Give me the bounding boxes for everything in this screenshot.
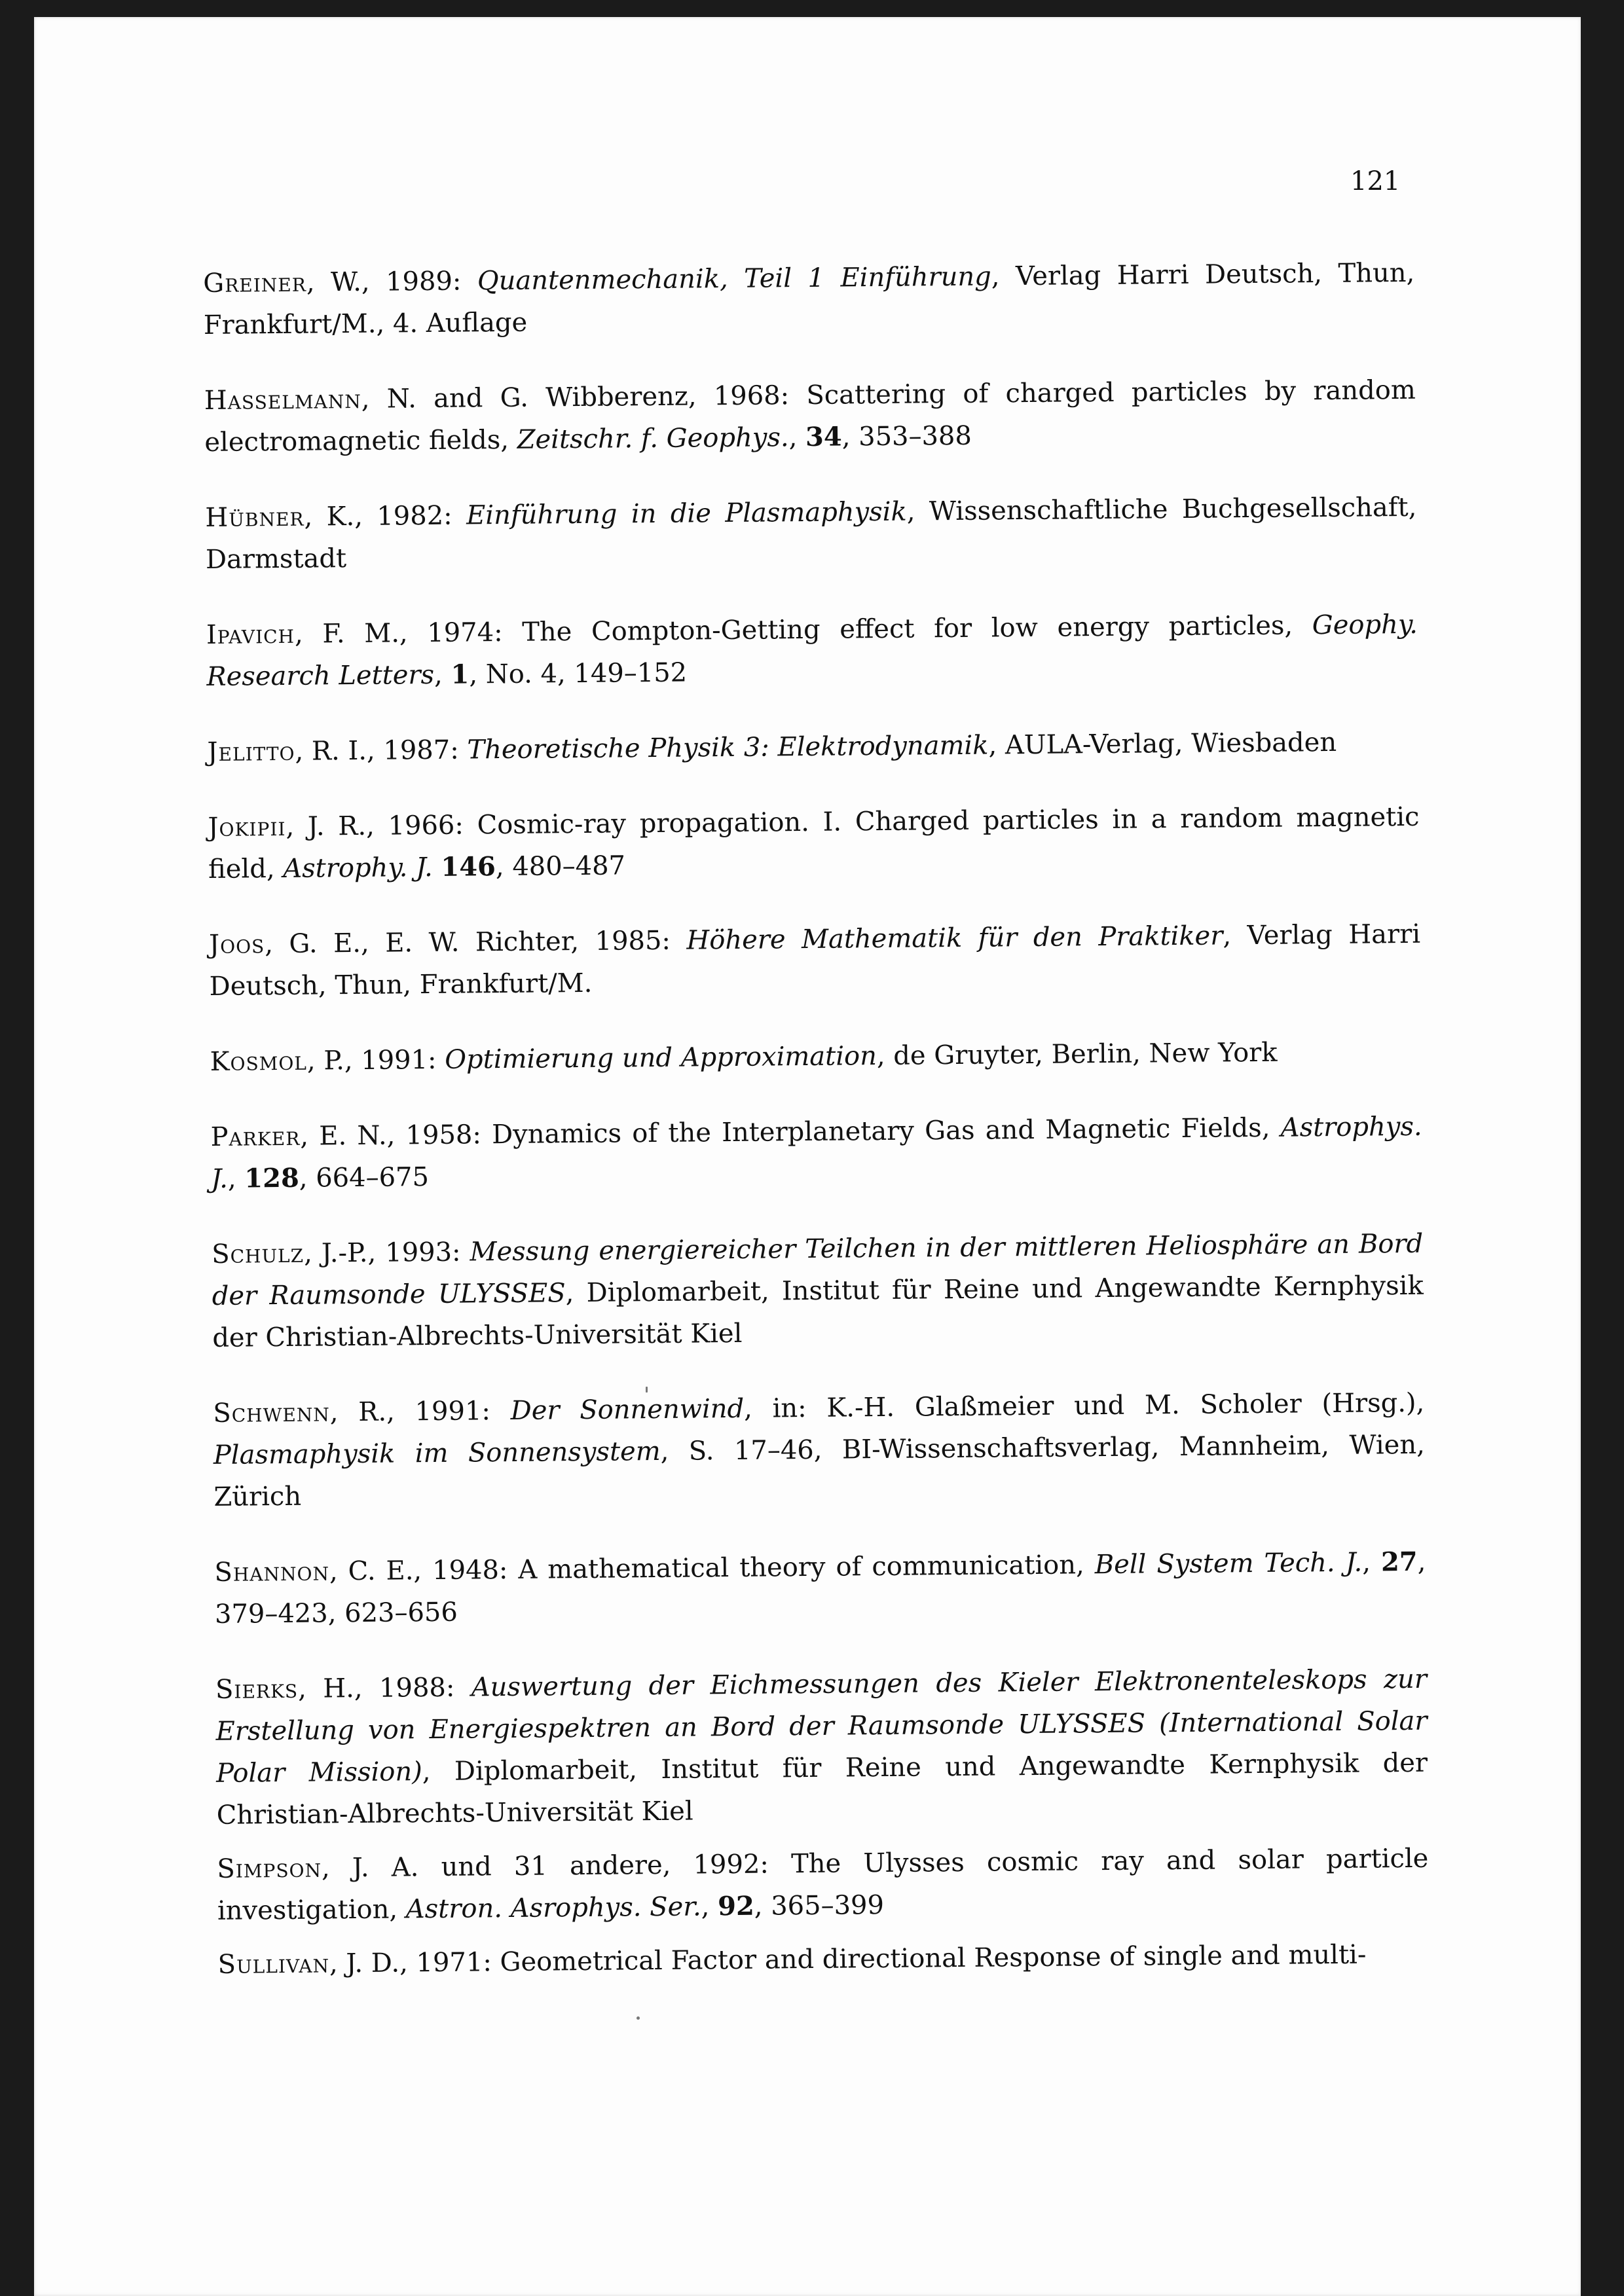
- work-title: Quantenmechanik, Teil 1 Einführung: [477, 261, 991, 297]
- work-title: Einführung in die Plasmaphysik: [466, 496, 907, 531]
- author: Hübner: [205, 501, 304, 533]
- reference-huebner: Hübner, K., 1982: Einführung in die Plasmaphysik, Wissenschaftliche Buchgesellschaft, Darmstadt: [205, 492, 1417, 575]
- author: Parker: [210, 1121, 301, 1152]
- reference-shannon: Shannon, C. E., 1948: A mathematical theory of communication, Bell System Tech. J., 27, 379–423, 623–656: [214, 1546, 1426, 1630]
- work-title: Messung energiereicher Teilchen in der mittleren Heliosphäre an Bord der Raumsonde ULYSSES: [212, 1228, 1424, 1311]
- scan-speck: [646, 1387, 648, 1393]
- reference-joos: Joos, G. E., E. W. Richter, 1985: Höhere Mathematik für den Praktiker, Verlag Harri Deutsch, Thun, Frankfurt/M.: [208, 919, 1421, 1002]
- work-title: Höhere Mathematik für den Praktiker: [686, 920, 1223, 956]
- work-title: Der Sonnenwind: [510, 1393, 745, 1426]
- author: Ipavich: [206, 619, 295, 650]
- reference-schulz: Schulz, J.-P., 1993: Messung energiereicher Teilchen in der mittleren Heliosphäre an Bord der Raumsonde ULYSSES, Diplomarbeit, Institut für Reine und Angewandte Kernphysik der Christian-Albrechts-Universität Kiel: [212, 1228, 1424, 1353]
- reference-sullivan: Sullivan, J. D., 1971: Geometrical Factor and directional Response of single and multi-: [217, 1939, 1367, 1980]
- reference-jelitto: Jelitto, R. I., 1987: Theoretische Physik 3: Elektrodynamik, AULA-Verlag, Wiesbaden: [207, 727, 1337, 767]
- book-title: Plasmaphysik im Sonnensystem: [213, 1436, 661, 1470]
- reference-greiner: Greiner, W., 1989: Quantenmechanik, Teil 1 Einführung, Verlag Harri Deutsch, Thun, Frankfurt/M., 4. Auflage: [203, 257, 1415, 340]
- journal-title: Zeitschr. f. Geophys.: [517, 422, 789, 455]
- reference-kosmol: Kosmol, P., 1991: Optimierung und Approximation, de Gruyter, Berlin, New York: [210, 1037, 1278, 1077]
- author: Kosmol: [210, 1046, 308, 1077]
- volume: 128: [244, 1162, 300, 1194]
- author: Jokipii: [208, 811, 286, 843]
- reference-parker: Parker, E. N., 1958: Dynamics of the Interplanetary Gas and Magnetic Fields, Astrophys. J., 128, 664–675: [210, 1111, 1422, 1194]
- author: Simpson: [217, 1853, 322, 1884]
- reference-sierks: Sierks, H., 1988: Auswertung der Eichmessungen des Kieler Elektronenteleskops zur Erstellung von Energiespektren an Bord der Raumsonde ULYSSES (International Solar Polar Mission), Diplomarbeit, Institut für Reine und Angewandte Kernphysik der Christian-Albrechts-Universität Kiel: [215, 1664, 1428, 1831]
- volume: 34: [805, 421, 842, 452]
- author: Schulz: [212, 1238, 304, 1269]
- author: Joos: [208, 929, 265, 960]
- journal-title: Astrophys. J.: [211, 1111, 1422, 1194]
- journal-title: Bell System Tech. J.: [1094, 1547, 1363, 1580]
- journal-title: Astron. Asrophys. Ser.: [405, 1891, 701, 1925]
- scan-speck: [637, 2016, 640, 2020]
- volume: 146: [441, 851, 496, 883]
- author: Sierks: [215, 1673, 299, 1705]
- author: Sullivan: [217, 1948, 330, 1980]
- reference-schwenn: Schwenn, R., 1991: Der Sonnenwind, in: K.-H. Glaßmeier und M. Scholer (Hrsg.), Plasmaphysik im Sonnensystem, S. 17–46, BI-Wissenschaftsverlag, Mannheim, Wien, Zürich: [213, 1387, 1426, 1512]
- volume: 92: [717, 1890, 755, 1922]
- author: Schwenn: [213, 1397, 331, 1429]
- volume: 1: [451, 659, 470, 690]
- author: Greiner: [203, 267, 307, 299]
- author: Shannon: [214, 1556, 330, 1588]
- reference-hasselmann: Hasselmann, N. and G. Wibberenz, 1968: Scattering of charged particles by random electromagnetic fields, Zeitschr. f. Geophys., 34, 353–388: [204, 374, 1416, 458]
- work-title: Auswertung der Eichmessungen des Kieler Elektronenteleskops zur Erstellung von Energiespektren an Bord der Raumsonde ULYSSES (International Solar Polar Mission): [215, 1664, 1428, 1789]
- work-title: Theoretische Physik 3: Elektrodynamik: [467, 730, 989, 765]
- reference-ipavich: Ipavich, F. M., 1974: The Compton-Getting effect for low energy particles, Geophy. Research Letters, 1, No. 4, 149–152: [206, 609, 1418, 692]
- journal-title: Geophy. Research Letters: [206, 609, 1418, 692]
- author: Jelitto: [207, 736, 295, 767]
- volume: 27: [1380, 1546, 1418, 1578]
- reference-simpson: Simpson, J. A. und 31 andere, 1992: The Ulysses cosmic ray and solar particle investigation, Astron. Asrophys. Ser., 92, 365–399: [217, 1843, 1429, 1926]
- reference-list: [203, 252, 1430, 1997]
- paper-sheet: [34, 17, 1581, 2296]
- author: Hasselmann: [204, 384, 361, 416]
- page-number: 121: [1350, 166, 1401, 196]
- work-title: Optimierung und Approximation: [445, 1041, 877, 1075]
- reference-jokipii: Jokipii, J. R., 1966: Cosmic-ray propagation. I. Charged particles in a random magnetic field, Astrophy. J. 146, 480–487: [208, 801, 1420, 884]
- journal-title: Astrophy. J.: [283, 852, 433, 884]
